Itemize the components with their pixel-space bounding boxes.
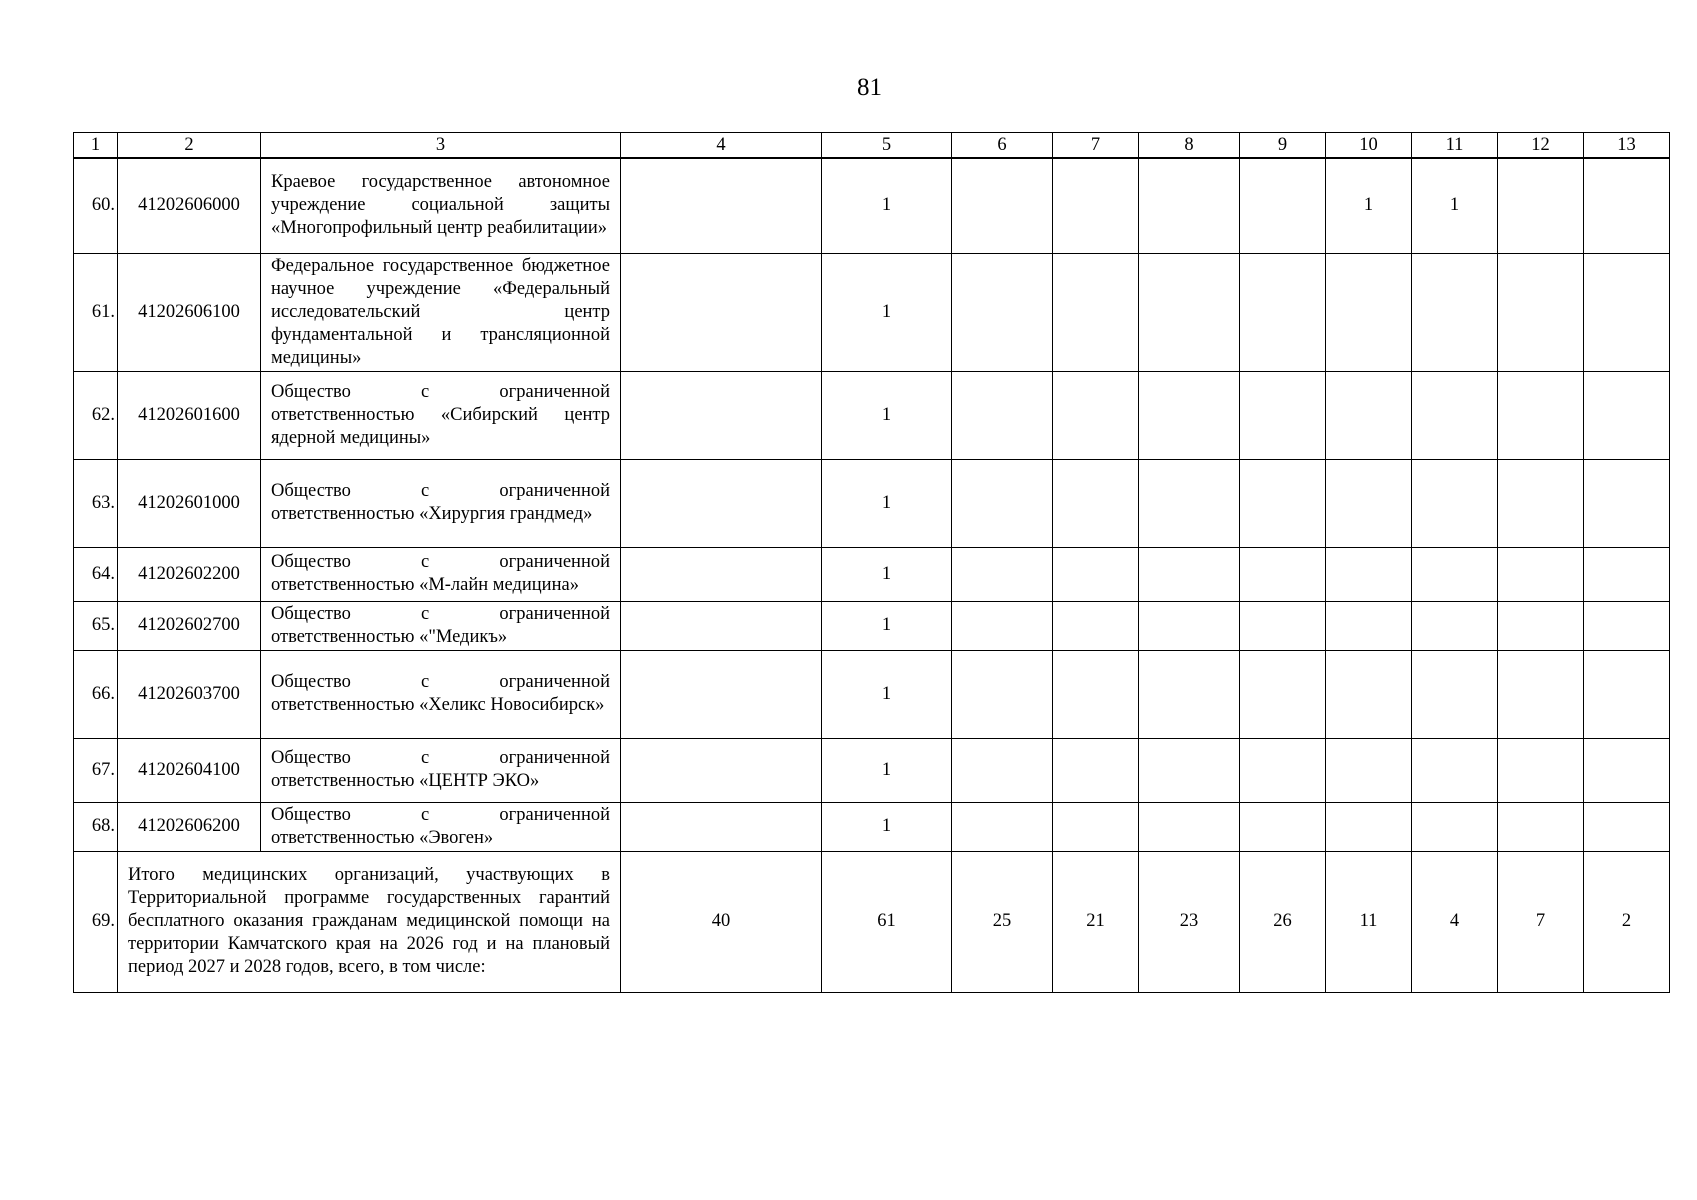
row-col-4 <box>621 459 822 547</box>
row-col-12 <box>1498 802 1584 851</box>
row-col-13 <box>1584 158 1670 253</box>
row-col-8 <box>1139 802 1240 851</box>
row-col-4 <box>621 802 822 851</box>
row-col-6 <box>952 650 1053 738</box>
row-name: Общество с ограниченной ответственностью «Эвоген» <box>261 802 621 851</box>
row-col-4 <box>621 253 822 371</box>
row-col-11 <box>1412 738 1498 802</box>
row-col-13 <box>1584 547 1670 601</box>
total-col-11: 4 <box>1412 851 1498 992</box>
row-col-9 <box>1240 738 1326 802</box>
table-row <box>74 802 1670 851</box>
row-name: Общество с ограниченной ответственностью «Сибирский центр ядерной медицины» <box>261 371 621 459</box>
row-number: 62. <box>74 371 118 459</box>
organizations-table <box>73 132 1670 993</box>
row-number: 65. <box>74 601 118 650</box>
row-col-9 <box>1240 650 1326 738</box>
total-col-10: 11 <box>1326 851 1412 992</box>
row-col-11 <box>1412 253 1498 371</box>
header-cell-1: 1 <box>74 133 118 159</box>
total-col-9: 26 <box>1240 851 1326 992</box>
row-col-11 <box>1412 802 1498 851</box>
row-col-7 <box>1053 738 1139 802</box>
row-col-10: 1 <box>1326 158 1412 253</box>
row-name: Общество с ограниченной ответственностью «Хеликс Новосибирск» <box>261 650 621 738</box>
total-col-5: 61 <box>822 851 952 992</box>
row-col-4 <box>621 601 822 650</box>
header-cell-11: 11 <box>1412 133 1498 159</box>
total-row-number: 69. <box>74 851 118 992</box>
row-col-11 <box>1412 601 1498 650</box>
row-col-12 <box>1498 371 1584 459</box>
row-number: 63. <box>74 459 118 547</box>
row-code: 41202603700 <box>118 650 261 738</box>
row-col-9 <box>1240 547 1326 601</box>
header-row <box>74 133 1670 159</box>
row-col-12 <box>1498 547 1584 601</box>
total-col-13: 2 <box>1584 851 1670 992</box>
header-cell-6: 6 <box>952 133 1053 159</box>
table-row <box>74 738 1670 802</box>
row-col-9 <box>1240 601 1326 650</box>
row-code: 41202606100 <box>118 253 261 371</box>
header-cell-9: 9 <box>1240 133 1326 159</box>
row-col-6 <box>952 459 1053 547</box>
row-col-5: 1 <box>822 158 952 253</box>
row-col-12 <box>1498 253 1584 371</box>
row-col-6 <box>952 547 1053 601</box>
table-row <box>74 459 1670 547</box>
row-col-5: 1 <box>822 650 952 738</box>
total-col-12: 7 <box>1498 851 1584 992</box>
header-cell-5: 5 <box>822 133 952 159</box>
row-col-8 <box>1139 158 1240 253</box>
row-col-5: 1 <box>822 738 952 802</box>
row-col-6 <box>952 802 1053 851</box>
row-col-5: 1 <box>822 601 952 650</box>
row-col-7 <box>1053 253 1139 371</box>
row-col-9 <box>1240 802 1326 851</box>
total-col-8: 23 <box>1139 851 1240 992</box>
row-col-6 <box>952 371 1053 459</box>
row-col-5: 1 <box>822 802 952 851</box>
row-col-10 <box>1326 738 1412 802</box>
row-col-5: 1 <box>822 459 952 547</box>
row-col-10 <box>1326 547 1412 601</box>
row-col-4 <box>621 158 822 253</box>
row-col-12 <box>1498 158 1584 253</box>
row-col-10 <box>1326 253 1412 371</box>
total-row-name: Итого медицинских организаций, участвующих в Территориальной программе государственных гарантий бесплатного оказания гражданам медицинской помощи на территории Камчатского края на 2026 год и на плановый период 2027 и 2028 годов, всего, в том числе: <box>118 851 621 992</box>
total-row <box>74 851 1670 992</box>
row-col-10 <box>1326 601 1412 650</box>
row-col-11 <box>1412 371 1498 459</box>
row-col-12 <box>1498 459 1584 547</box>
row-col-4 <box>621 547 822 601</box>
row-name: Краевое государственное автономное учреждение социальной защиты «Многопрофильный центр реабилитации» <box>261 158 621 253</box>
row-name: Общество с ограниченной ответственностью «"Медикъ» <box>261 601 621 650</box>
row-code: 41202602700 <box>118 601 261 650</box>
total-col-4: 40 <box>621 851 822 992</box>
row-col-13 <box>1584 371 1670 459</box>
row-col-8 <box>1139 650 1240 738</box>
row-col-7 <box>1053 650 1139 738</box>
row-col-8 <box>1139 459 1240 547</box>
row-col-11 <box>1412 650 1498 738</box>
page-number: 81 <box>857 74 882 101</box>
row-col-12 <box>1498 738 1584 802</box>
row-col-13 <box>1584 650 1670 738</box>
header-cell-2: 2 <box>118 133 261 159</box>
row-name: Общество с ограниченной ответственностью «Хирургия грандмед» <box>261 459 621 547</box>
row-number: 67. <box>74 738 118 802</box>
table-row <box>74 547 1670 601</box>
table-row <box>74 158 1670 253</box>
row-name: Общество с ограниченной ответственностью «М-лайн медицина» <box>261 547 621 601</box>
row-col-13 <box>1584 738 1670 802</box>
row-col-13 <box>1584 253 1670 371</box>
row-col-5: 1 <box>822 371 952 459</box>
row-col-7 <box>1053 459 1139 547</box>
row-code: 41202604100 <box>118 738 261 802</box>
row-col-9 <box>1240 371 1326 459</box>
row-col-7 <box>1053 601 1139 650</box>
row-col-13 <box>1584 459 1670 547</box>
row-col-8 <box>1139 738 1240 802</box>
row-col-6 <box>952 158 1053 253</box>
row-name: Федеральное государственное бюджетное научное учреждение «Федеральный исследовательский центр фундаментальной и трансляционной медицины» <box>261 253 621 371</box>
row-code: 41202606200 <box>118 802 261 851</box>
row-col-4 <box>621 738 822 802</box>
row-col-11 <box>1412 459 1498 547</box>
row-col-7 <box>1053 158 1139 253</box>
row-col-10 <box>1326 650 1412 738</box>
row-col-7 <box>1053 371 1139 459</box>
row-col-10 <box>1326 802 1412 851</box>
row-col-9 <box>1240 158 1326 253</box>
row-code: 41202602200 <box>118 547 261 601</box>
row-col-6 <box>952 601 1053 650</box>
row-number: 64. <box>74 547 118 601</box>
row-number: 61. <box>74 253 118 371</box>
row-col-12 <box>1498 601 1584 650</box>
row-number: 68. <box>74 802 118 851</box>
row-col-7 <box>1053 802 1139 851</box>
row-col-7 <box>1053 547 1139 601</box>
row-col-10 <box>1326 459 1412 547</box>
header-cell-8: 8 <box>1139 133 1240 159</box>
row-col-13 <box>1584 601 1670 650</box>
row-col-4 <box>621 650 822 738</box>
row-col-8 <box>1139 371 1240 459</box>
row-col-8 <box>1139 253 1240 371</box>
row-col-9 <box>1240 459 1326 547</box>
row-col-11: 1 <box>1412 158 1498 253</box>
row-col-10 <box>1326 371 1412 459</box>
total-col-7: 21 <box>1053 851 1139 992</box>
row-code: 41202606000 <box>118 158 261 253</box>
table-row <box>74 371 1670 459</box>
header-cell-12: 12 <box>1498 133 1584 159</box>
total-col-6: 25 <box>952 851 1053 992</box>
table-row <box>74 601 1670 650</box>
table-row <box>74 650 1670 738</box>
row-col-4 <box>621 371 822 459</box>
header-cell-4: 4 <box>621 133 822 159</box>
row-number: 60. <box>74 158 118 253</box>
table-row <box>74 253 1670 371</box>
row-col-6 <box>952 738 1053 802</box>
header-cell-3: 3 <box>261 133 621 159</box>
row-col-11 <box>1412 547 1498 601</box>
row-number: 66. <box>74 650 118 738</box>
row-col-6 <box>952 253 1053 371</box>
header-cell-13: 13 <box>1584 133 1670 159</box>
row-name: Общество с ограниченной ответственностью «ЦЕНТР ЭКО» <box>261 738 621 802</box>
row-col-13 <box>1584 802 1670 851</box>
row-col-5: 1 <box>822 253 952 371</box>
header-cell-10: 10 <box>1326 133 1412 159</box>
row-col-8 <box>1139 601 1240 650</box>
row-col-5: 1 <box>822 547 952 601</box>
row-code: 41202601600 <box>118 371 261 459</box>
row-col-9 <box>1240 253 1326 371</box>
row-col-12 <box>1498 650 1584 738</box>
row-col-8 <box>1139 547 1240 601</box>
header-cell-7: 7 <box>1053 133 1139 159</box>
row-code: 41202601000 <box>118 459 261 547</box>
